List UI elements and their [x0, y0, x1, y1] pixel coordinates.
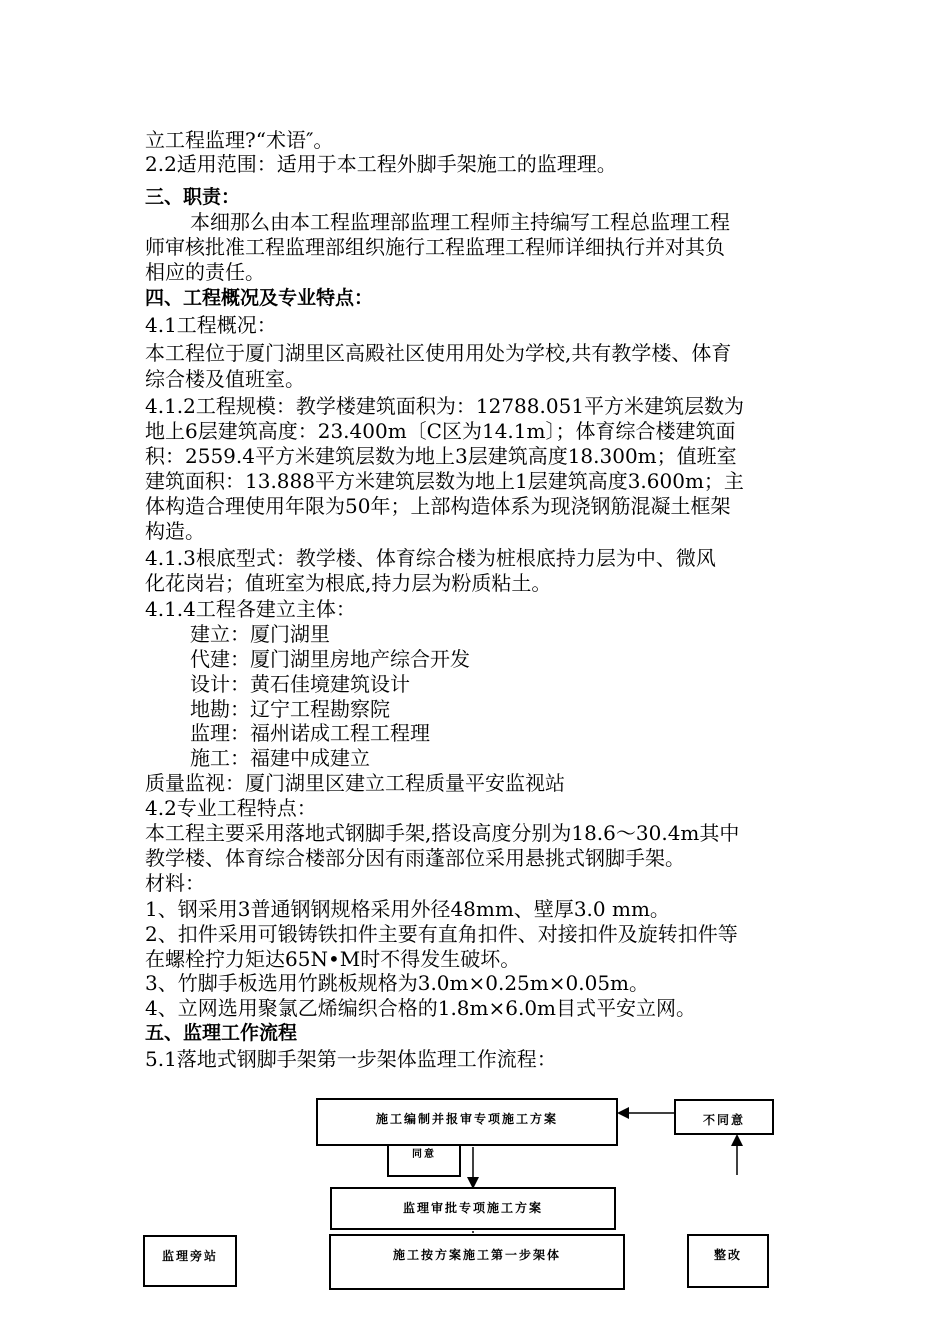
text-line: 综合楼及值班室。	[145, 367, 305, 391]
text-line: 4、立网选用聚氯乙烯编织合格的1.8m×6.0m目式平安立网。	[145, 996, 697, 1020]
text-line: 立工程监理?“术语″。	[145, 128, 334, 152]
flow-box-station: 监理旁站	[143, 1235, 237, 1287]
text-line: 构造。	[145, 519, 205, 543]
text-line: 体构造合理使用年限为50年；上部构造体系为现浇钢筋混凝土框架	[145, 494, 731, 518]
text-line: 质量监视：厦门湖里区建立工程质量平安监视站	[145, 771, 565, 795]
text-line: 在螺栓拧力矩达65N•M时不得发生破坏。	[145, 947, 521, 971]
text-line: 设计：黄石佳境建筑设计	[190, 672, 410, 696]
text-line: 1、钢采用3普通钢钢规格采用外径48mm、壁厚3.0 mm。	[145, 897, 670, 921]
text-line: 4.1工程概况：	[145, 313, 277, 337]
text-line: 代建：厦门湖里房地产综合开发	[190, 647, 470, 671]
text-line: 施工：福建中成建立	[190, 746, 370, 770]
section-heading: 四、工程概况及专业特点：	[145, 287, 374, 309]
text-line: 4.1.4工程各建立主体：	[145, 597, 356, 621]
text-line: 本工程位于厦门湖里区高殿社区使用用处为学校,共有教学楼、体育	[145, 341, 732, 365]
text-line: 材料：	[145, 871, 205, 895]
flow-box-first-step: 施工按方案施工第一步架体	[329, 1234, 625, 1290]
text-line: 建筑面积：13.888平方米建筑层数为地上1层建筑高度3.600m；主	[145, 469, 744, 493]
text-line: 5.1落地式钢脚手架第一步架体监理工作流程：	[145, 1047, 557, 1071]
flow-box-disagree: 不同意	[674, 1099, 774, 1135]
text-line: 4.1.3根底型式：教学楼、体育综合楼为桩根底持力层为中、微风	[145, 546, 716, 570]
text-line: 教学楼、体育综合楼部分因有雨蓬部位采用悬挑式钢脚手架。	[145, 846, 685, 870]
flow-box-agree: 同意	[387, 1141, 461, 1177]
section-heading: 三、职责：	[145, 186, 241, 208]
text-line: 3、竹脚手板选用竹跳板规格为3.0m×0.25m×0.05m。	[145, 971, 650, 995]
text-line: 本细那么由本工程监理部监理工程师主持编写工程总监理工程	[190, 210, 730, 234]
text-line: 本工程主要采用落地式钢脚手架,搭设高度分别为18.6～30.4m其中	[145, 821, 740, 845]
text-line: 2.2适用范围：适用于本工程外脚手架施工的监理理。	[145, 152, 617, 176]
text-line: 4.1.2工程规模：教学楼建筑面积为：12788.051平方米建筑层数为	[145, 394, 745, 418]
section-heading: 五、监理工作流程	[145, 1022, 298, 1044]
text-line: 师审核批准工程监理部组织施行工程监理工程师详细执行并对其负	[145, 235, 725, 259]
text-line: 地上6层建筑高度：23.400m〔C区为14.1m〕；体育综合楼建筑面	[145, 419, 736, 443]
flow-box-fix: 整改	[687, 1234, 769, 1288]
text-line: 地勘：辽宁工程勘察院	[190, 697, 390, 721]
text-line: 化花岗岩；值班室为根底,持力层为粉质粘土。	[145, 571, 552, 595]
text-line: 建立：厦门湖里	[190, 622, 330, 646]
text-line: 相应的责任。	[145, 260, 265, 284]
text-line: 监理：福州诺成工程工程理	[190, 721, 430, 745]
text-line: 积：2559.4平方米建筑层数为地上3层建筑高度18.300m；值班室	[145, 444, 737, 468]
flow-box-submit-plan: 施工编制并报审专项施工方案	[316, 1098, 618, 1146]
text-line: 2、扣件采用可锻铸铁扣件主要有直角扣件、对接扣件及旋转扣件等	[145, 922, 738, 946]
flow-box-approve-plan: 监理审批专项施工方案	[330, 1187, 616, 1230]
text-line: 4.2专业工程特点：	[145, 796, 317, 820]
